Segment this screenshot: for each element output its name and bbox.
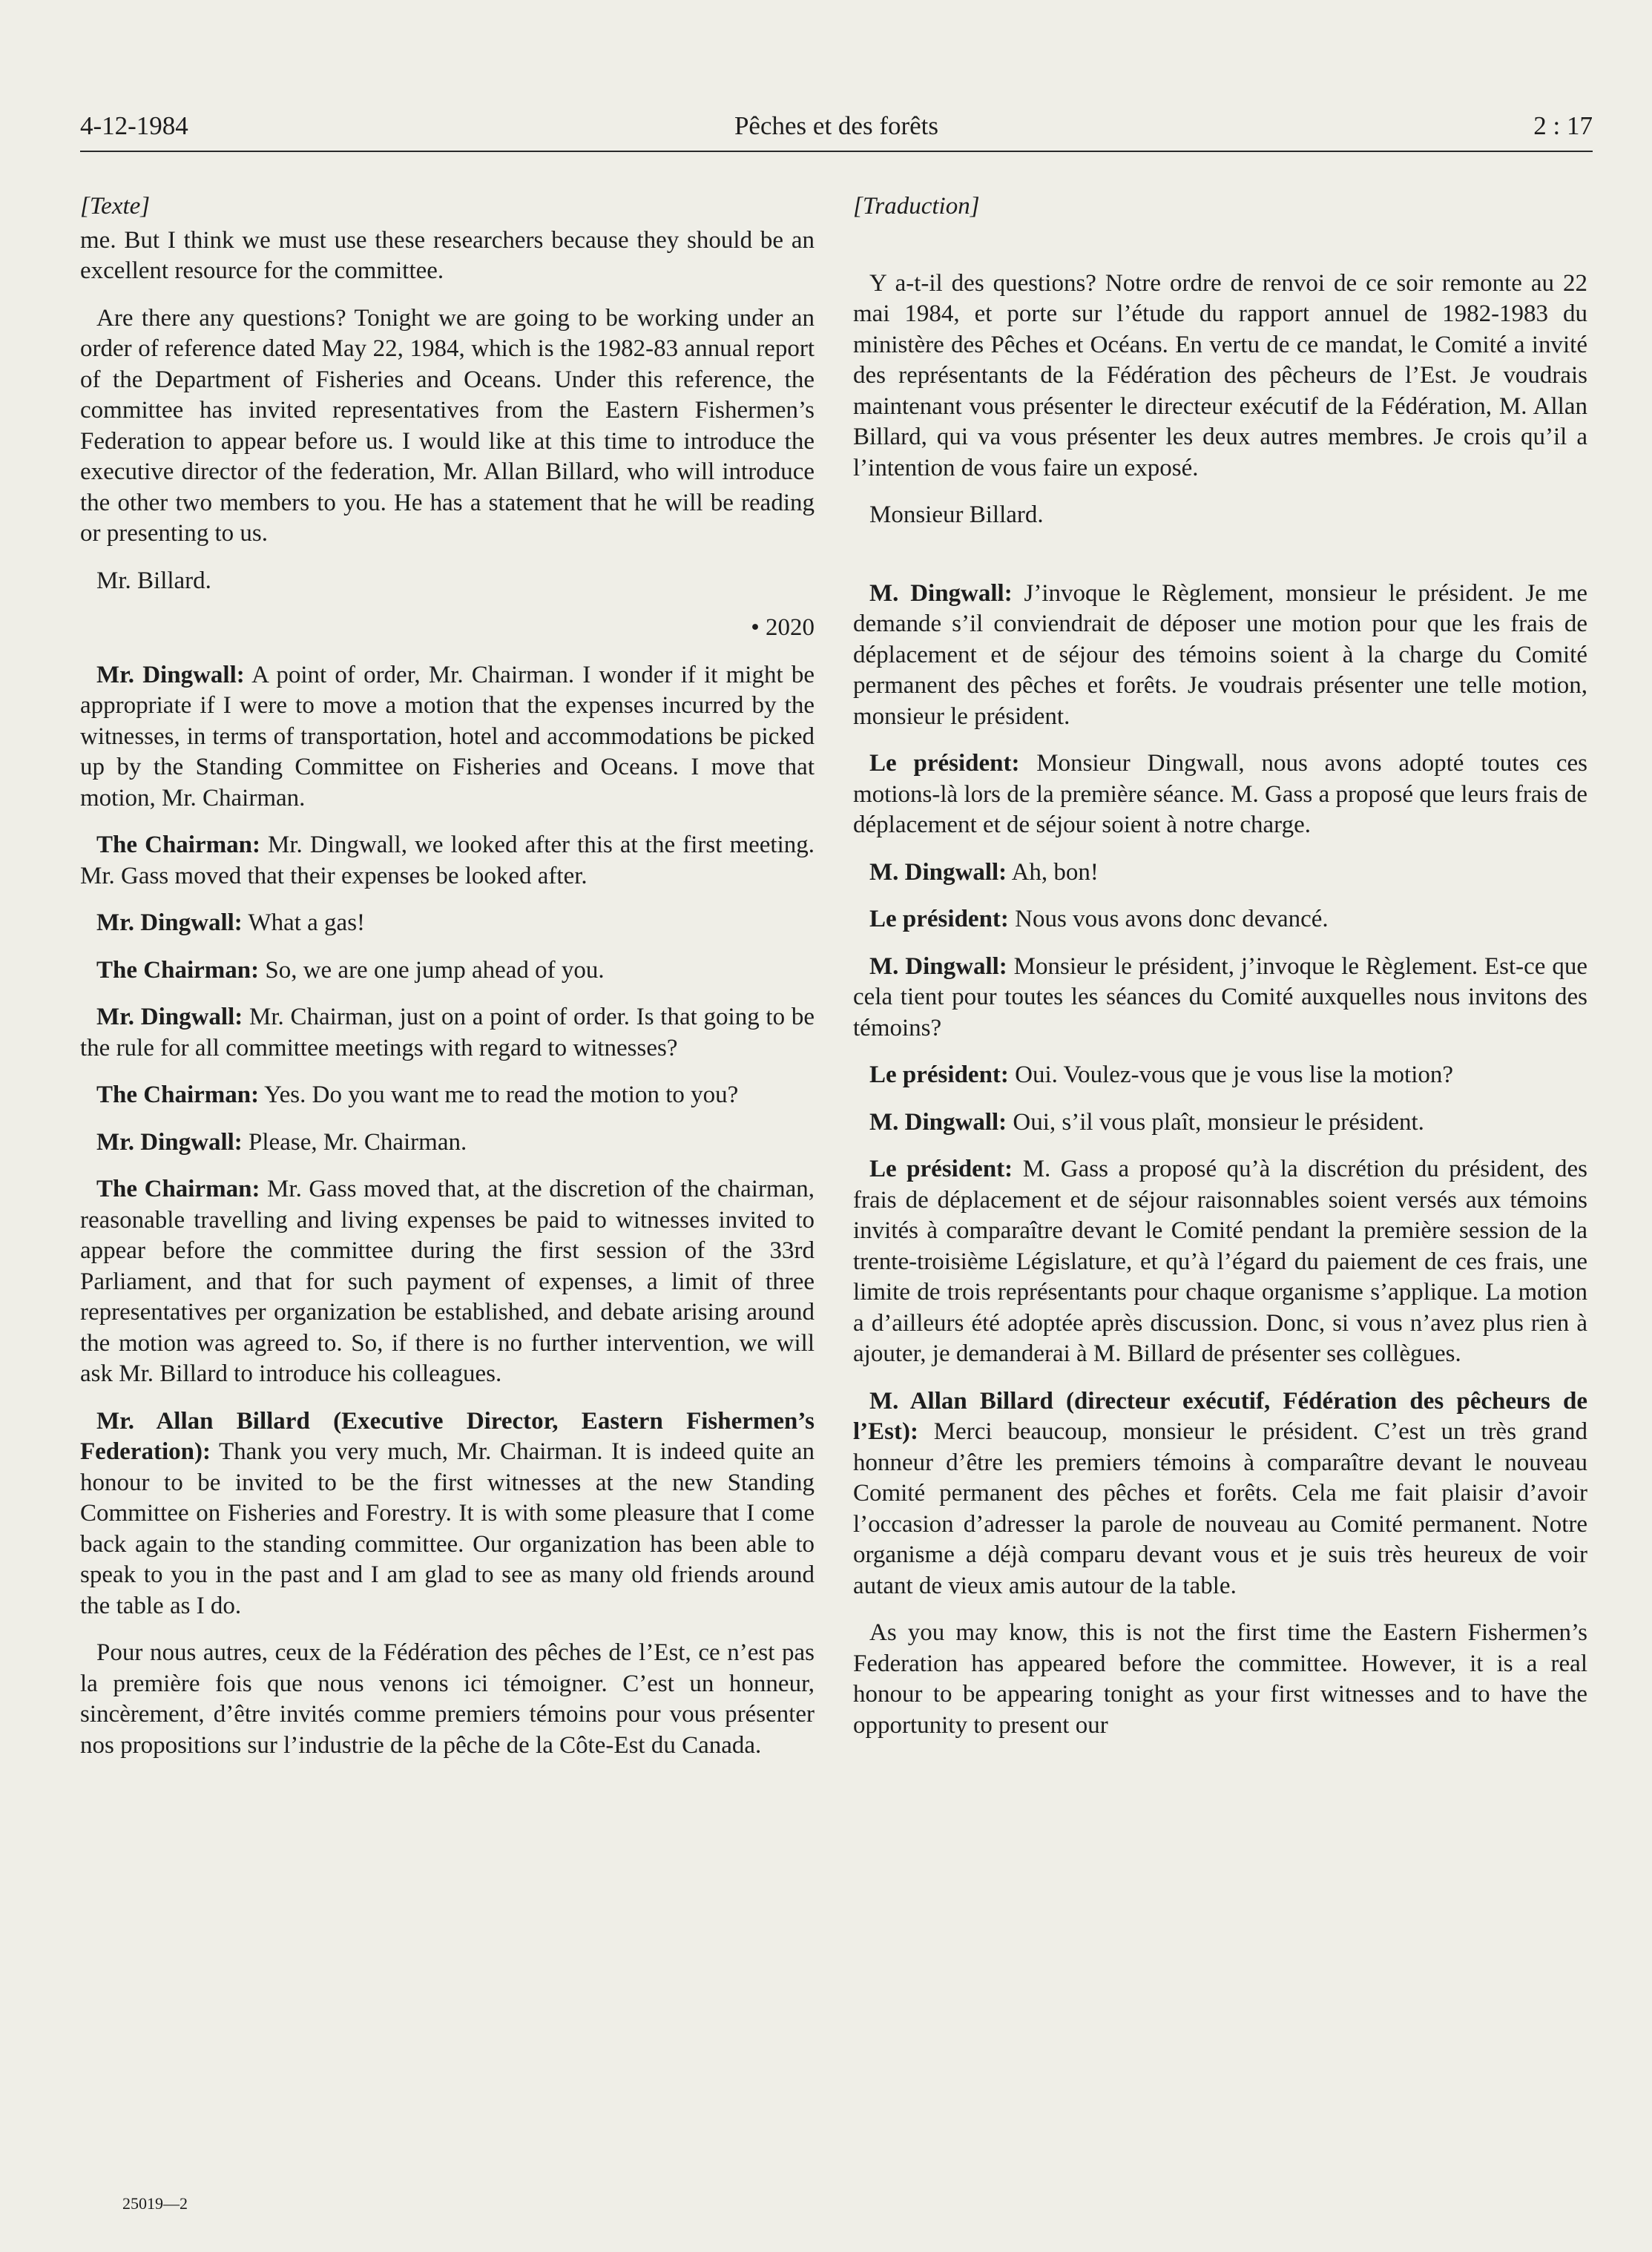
speech-text: Mr. Gass moved that, at the discretion of the chairman, reasonable travelling and living expenses be paid to witnesses invited to appear before the committee during the first session of the 33rd Parliament, and that for such payment of expenses, a limit of three representatives per organization be established, and debate arising around the motion was agreed to. So, if there is no further intervention, we will ask Mr. Billard to introduce his colleagues. <box>80 1176 815 1387</box>
speech-paragraph <box>853 857 1587 889</box>
header-date: 4-12-1984 <box>80 111 188 140</box>
speaker-name: The Chairman: <box>96 832 260 858</box>
speech-text: Merci beaucoup, monsieur le président. C’est un très grand honneur d’être les premiers témoins à comparaître devant le nouveau Comité permanent des pêches et forêts. Cela me fait plaisir d’avoir l’occasion d’adresser la parole de nouveau au Comité permanent. Notre organisme a déjà comparu devant vous et je suis très heureux de voir autant de vieux amis autour de la table. <box>853 1418 1587 1599</box>
speech-text: J’invoque le Règlement, monsieur le président. Je me demande s’il conviendrait de déposer une motion pour que les frais de déplacement et de séjour des témoins soient à la charge du Comité permanent des pêches et forêts. Je voudrais présenter une telle motion, monsieur le président. <box>853 579 1587 730</box>
speech-paragraph <box>853 1107 1587 1139</box>
paragraph: Y a-t-il des questions? Notre ordre de renvoi de ce soir remonte au 22 mai 1984, et porte sur l’étude du rapport annuel de 1982-1983 du ministère des Pêches et Océans. En vertu de ce mandat, le Comité a invité des représentants de la Fédération des pêcheurs de l’Est. Je voudrais maintenant vous présenter le directeur exécutif de la Fédération, M. Allan Billard, qui va vous présenter les deux autres membres. Je crois qu’il a l’intention de vous faire un exposé. <box>853 269 1587 481</box>
speech-paragraph <box>80 830 815 892</box>
speech-paragraph <box>853 579 1587 733</box>
speech-paragraph <box>853 748 1587 841</box>
speaker-name: M. Dingwall: <box>869 952 1007 980</box>
speaker-name: M. Dingwall: <box>869 1108 1007 1136</box>
speech-text: A point of order, Mr. Chairman. I wonder if it might be appropriate if I were to move a motion that the expenses incurred by the witnesses, in terms of transportation, hotel and accommodations be picked up by the Standing Committee on Fisheries and Oceans. I move that motion, Mr. Chairman. <box>80 661 815 811</box>
speech-paragraph <box>853 952 1587 1044</box>
speech-text: Monsieur Dingwall, nous avons adopté toutes ces motions-là lors de la première séance. M. Gass a proposé que leurs frais de déplacement et de séjour soient à notre charge. <box>853 750 1587 838</box>
speech-paragraph <box>80 1080 815 1111</box>
speech-text: Mr. Chairman, just on a point of order. Is that going to be the rule for all committee meetings with regard to witnesses? <box>80 1004 815 1061</box>
speaker-name: Mr. Dingwall: <box>96 661 245 688</box>
speech-text: Yes. Do you want me to read the motion to you? <box>259 1081 739 1108</box>
column-label-texte: [Texte] <box>80 193 151 220</box>
speaker-name: Mr. Dingwall: <box>96 909 243 936</box>
speaker-name: The Chairman: <box>96 956 260 984</box>
header-page-number: 2 : 17 <box>1533 111 1593 140</box>
speech-paragraph <box>80 1127 815 1159</box>
speech-paragraph <box>80 1174 815 1390</box>
running-header <box>80 111 1593 153</box>
paragraph: As you may know, this is not the first time the Eastern Fishermen’s Federation has appeared before the committee. However, it is a real honour to be appearing tonight as your first witnesses and to have the opportunity to present our <box>853 1619 1587 1739</box>
speaker-name: Le président: <box>869 1156 1013 1182</box>
speaker-name: Le président: <box>869 906 1009 932</box>
header-title: Pêches et des forêts <box>734 111 939 140</box>
speech-text: Please, Mr. Chairman. <box>242 1128 467 1156</box>
speech-text: Oui. Voulez-vous que je vous lise la motion? <box>1008 1061 1454 1088</box>
speech-text: Nous vous avons donc devancé. <box>1008 906 1329 932</box>
speaker-name: The Chairman: <box>96 1081 260 1108</box>
speaker-name: Mr. Dingwall: <box>96 1128 243 1156</box>
speech-paragraph <box>80 1406 815 1622</box>
speaker-name: M. Allan Billard (directeur exécutif, Fédération des pêcheurs de l’Est): <box>853 1387 1587 1445</box>
speech-paragraph <box>853 904 1587 935</box>
speaker-name: Mr. Allan Billard (Executive Director, Eastern Fishermen’s Federation): <box>80 1407 815 1465</box>
speech-text: What a gas! <box>242 909 366 936</box>
paragraph: me. But I think we must use these researchers because they should be an excellent resource for the committee. <box>80 226 815 284</box>
column-label-traduction: [Traduction] <box>853 193 980 220</box>
speaker-name: Le président: <box>869 1061 1009 1088</box>
paragraph: Mr. Billard. <box>96 567 211 594</box>
speech-text: Monsieur le président, j’invoque le Règlement. Est-ce que cela tient pour toutes les séances du Comité auxquelles nous invitons des témoins? <box>853 952 1587 1041</box>
paragraph: Are there any questions? Tonight we are going to be working under an order of reference dated May 22, 1984, which is the 1982-83 annual report of the Department of Fisheries and Oceans. Under this reference, the committee has invited representatives from the Eastern Fishermen’s Federation to appear before us. I would like at this time to introduce the executive director of the federation, Mr. Allan Billard, who will introduce the other two members to you. He has a statement that he will be reading or presenting to us. <box>80 304 815 547</box>
speaker-name: M. Dingwall: <box>869 858 1007 886</box>
french-column <box>853 185 1587 1757</box>
footer-code: 25019—2 <box>122 2194 188 2213</box>
speech-text: M. Gass a proposé qu’à la discrétion du président, des frais de déplacement et de séjour raisonnables soient versés aux témoins invités à comparaître devant le Comité pendant la première session de la trente-troisième Législature, et qu’à l’égard du paiement de ces frais, une limite de trois représentants pour chaque organisme s’applique. La motion a d’ailleurs été adoptée après discussion. Donc, si vous n’avez plus rien à ajouter, je demanderai à M. Billard de présenter ses collègues. <box>853 1156 1587 1367</box>
speech-text: Oui, s’il vous plaît, monsieur le président. <box>1007 1108 1424 1136</box>
speech-paragraph <box>853 1060 1587 1091</box>
speech-paragraph <box>853 1154 1587 1370</box>
speaker-name: The Chairman: <box>96 1176 260 1202</box>
paragraph: Monsieur Billard. <box>869 501 1044 528</box>
english-column <box>80 185 815 1777</box>
speech-text: Mr. Dingwall, we looked after this at the first meeting. Mr. Gass moved that their expenses be looked after. <box>80 832 815 889</box>
speech-text: So, we are one jump ahead of you. <box>259 956 605 984</box>
header-rule <box>80 151 1593 152</box>
speaker-name: Mr. Dingwall: <box>96 1004 243 1030</box>
speaker-name: M. Dingwall: <box>869 579 1013 607</box>
speech-paragraph <box>80 908 815 939</box>
speech-paragraph <box>80 660 815 814</box>
speaker-name: Le président: <box>869 750 1020 777</box>
paragraph: Pour nous autres, ceux de la Fédération des pêches de l’Est, ce n’est pas la première fois que nous venons ici témoigner. C’est un honneur, sincèrement, d’être invités comme premiers témoins pour vous présenter nos propositions sur l’industrie de la pêche de la Côte-Est du Canada. <box>80 1639 815 1759</box>
speech-paragraph <box>80 1002 815 1064</box>
speech-paragraph <box>80 955 815 987</box>
speech-text: Ah, bon! <box>1007 858 1099 886</box>
speech-paragraph <box>853 1386 1587 1602</box>
time-marker: • 2020 <box>751 614 815 641</box>
speech-text: Thank you very much, Mr. Chairman. It is indeed quite an honour to be invited to be the first witnesses at the new Standing Committee on Fisheries and Forestry. It is with some pleasure that I come back again to the standing committee. Our organization has been able to speak to you in the past and I am glad to see as many old friends around the table as I do. <box>80 1438 815 1619</box>
